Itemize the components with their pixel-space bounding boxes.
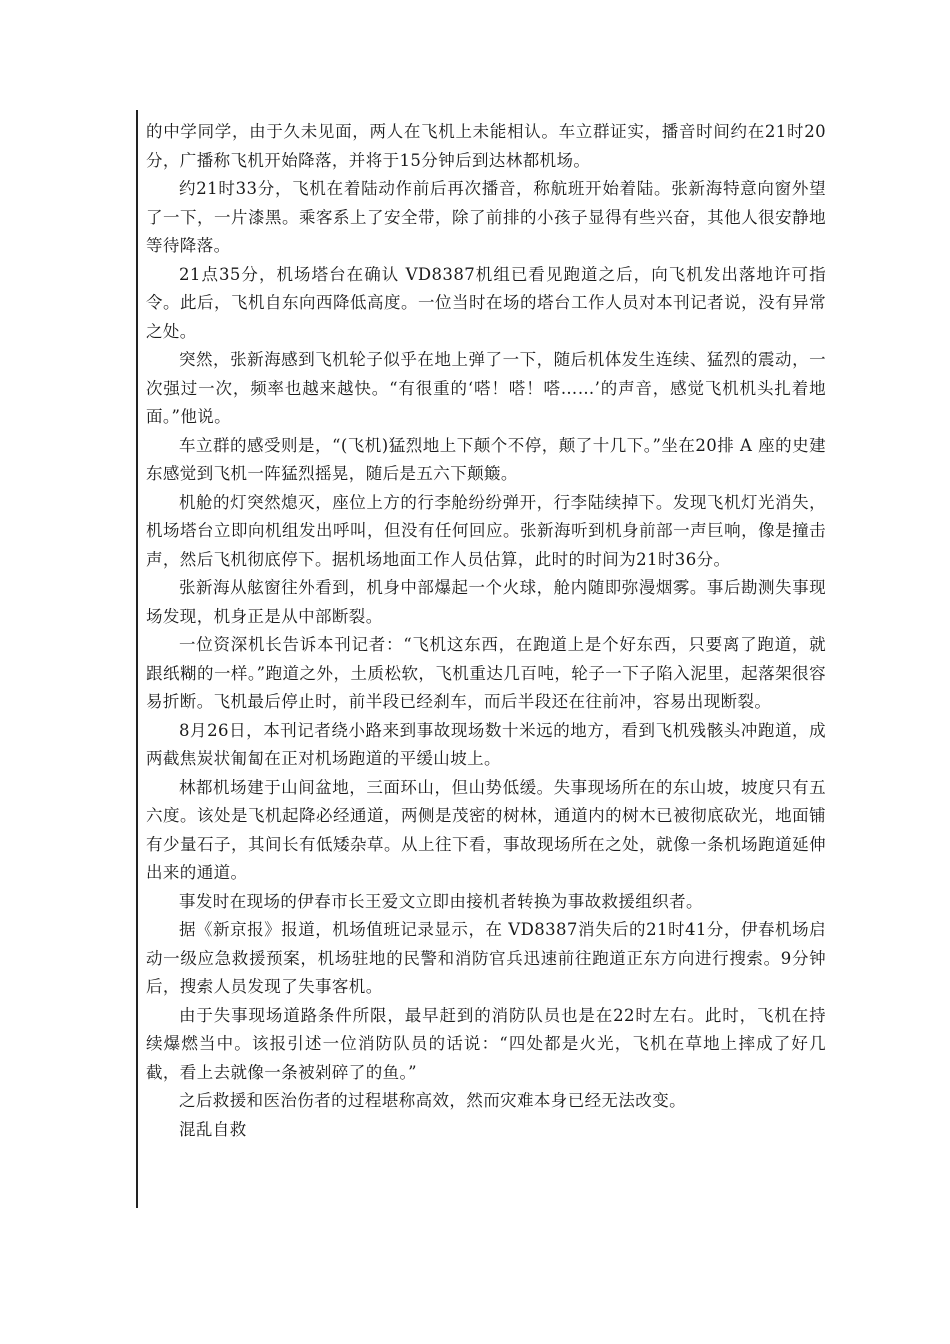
paragraph: 车立群的感受则是，“(飞机)猛烈地上下颠个不停，颠了十几下。”坐在20排 A 座的史建东感觉到飞机一阵猛烈摇晃，随后是五六下颠簸。	[146, 435, 826, 483]
paragraph: 据《新京报》报道，机场值班记录显示，在 VD8387消失后的21时41分，伊春机场启动一级应急救援预案，机场驻地的民警和消防官兵迅速前往跑道正东方向进行搜索。9分钟后，搜索人员发现了失事客机。	[146, 920, 826, 996]
paragraph: 的中学同学，由于久未见面，两人在飞机上未能相认。车立群证实，播音时间约在21时20分，广播称飞机开始降落，并将于15分钟后到达林都机场。	[146, 122, 826, 170]
paragraph: 8月26日，本刊记者绕小路来到事故现场数十米远的地方，看到飞机残骸头冲跑道，成两截焦炭状匍匐在正对机场跑道的平缓山坡上。	[146, 720, 826, 768]
paragraph: 由于失事现场道路条件所限，最早赶到的消防队员也是在22时左右。此时，飞机在持续爆燃当中。该报引述一位消防队员的话说：“四处都是火光，飞机在草地上摔成了好几截，看上去就像一条被剁碎了的鱼。”	[146, 1005, 826, 1082]
paragraph: 约21时33分，飞机在着陆动作前后再次播音，称航班开始着陆。张新海特意向窗外望了一下，一片漆黑。乘客系上了安全带，除了前排的小孩子显得有些兴奋，其他人很安静地等待降落。	[146, 179, 826, 255]
paragraph: 一位资深机长告诉本刊记者：“飞机这东西，在跑道上是个好东西，只要离了跑道，就跟纸糊的一样。”跑道之外，土质松软，飞机重达几百吨，轮子一下子陷入泥里，起落架很容易折断。飞机最后停止时，前半段已经刹车，而后半段还在往前冲，容易出现断裂。	[146, 635, 826, 711]
paragraph: 林都机场建于山间盆地，三面环山，但山势低缓。失事现场所在的东山坡，坡度只有五六度。该处是飞机起降必经通道，两侧是茂密的树林，通道内的树木已被彻底砍光，地面铺有少量石子，其间长有低矮杂草。从上往下看，事故现场所在之处，就像一条机场跑道延伸出来的通道。	[146, 777, 826, 882]
paragraph: 之后救援和医治伤者的过程堪称高效，然而灾难本身已经无法改变。	[179, 1091, 686, 1110]
paragraph: 21点35分，机场塔台在确认 VD8387机组已看见跑道之后，向飞机发出落地许可指令。此后，飞机自东向西降低高度。一位当时在场的塔台工作人员对本刊记者说，没有异常之处。	[146, 264, 826, 341]
section-heading: 混乱自救	[179, 1119, 247, 1139]
article-body	[146, 118, 826, 1144]
paragraph: 突然，张新海感到飞机轮子似乎在地上弹了一下，随后机体发生连续、猛烈的震动，一次强过一次，频率也越来越快。“有很重的‘嗒！嗒！嗒……’的声音，感觉飞机机头扎着地面。”他说。	[146, 350, 826, 426]
paragraph: 张新海从舷窗往外看到，机身中部爆起一个火球，舱内随即弥漫烟雾。事后勘测失事现场发现，机身正是从中部断裂。	[146, 578, 826, 626]
left-margin-rule	[136, 110, 138, 1208]
paragraph: 事发时在现场的伊春市长王爱文立即由接机者转换为事故救援组织者。	[179, 891, 703, 911]
paragraph: 机舱的灯突然熄灭，座位上方的行李舱纷纷弹开，行李陆续掉下。发现飞机灯光消失，机场塔台立即向机组发出呼叫，但没有任何回应。张新海听到机身前部一声巨响，像是撞击声，然后飞机彻底停下。据机场地面工作人员估算，此时的时间为21时36分。	[146, 492, 826, 569]
